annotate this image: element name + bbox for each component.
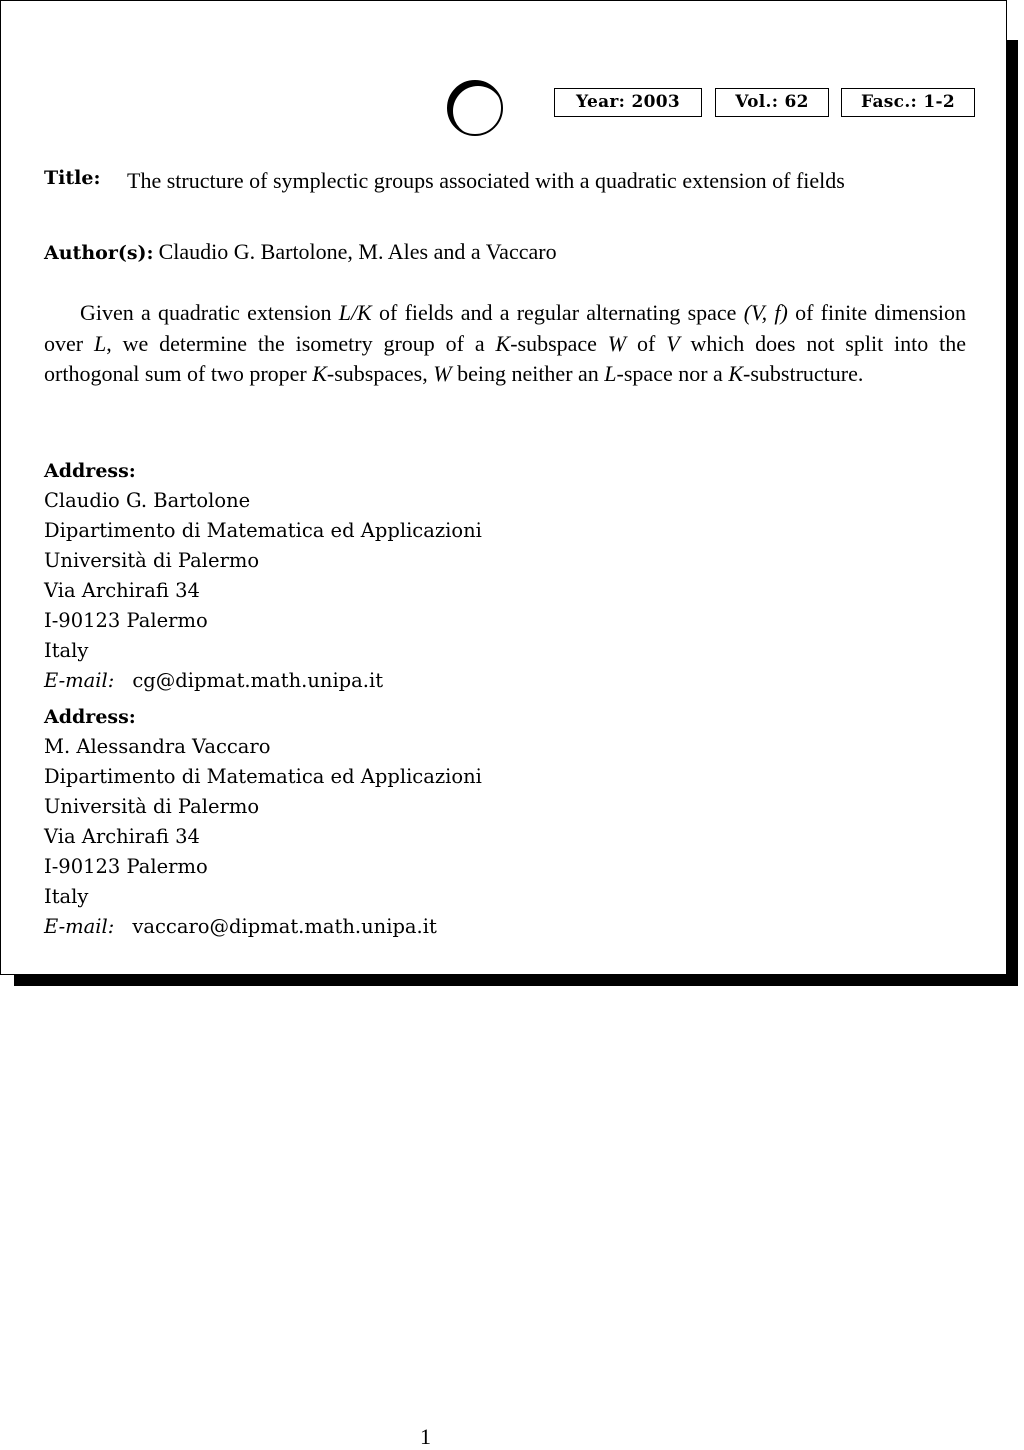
- email-row: [44, 912, 482, 942]
- address-line: Italy: [44, 885, 89, 908]
- address-block: [44, 702, 482, 942]
- email-label: E-mail:: [44, 669, 115, 692]
- year-badge: Year: 2003: [554, 88, 702, 117]
- volume-badge: Vol.: 62: [715, 88, 829, 117]
- email-label: E-mail:: [44, 915, 115, 938]
- address-line: M. Alessandra Vaccaro: [44, 735, 271, 758]
- authors-label: Author(s):: [44, 242, 154, 264]
- address-label: Address:: [44, 460, 136, 482]
- address-line: Università di Palermo: [44, 795, 260, 818]
- address-line: Via Archirafi 34: [44, 825, 200, 848]
- address-label: Address:: [44, 706, 136, 728]
- abstract: Given a quadratic extension L/K of fields and a regular alternating space (V, f) of finite dimension over L, we determine the isometry group of a K-subspace W of V which does not split into the orthogonal sum of two proper K-subspaces, W being neither an L-space nor a K-substructure.: [44, 300, 967, 386]
- address-line: I-90123 Palermo: [44, 609, 208, 632]
- address-line: Claudio G. Bartolone: [44, 489, 251, 512]
- authors-row: [44, 237, 557, 269]
- email-address[interactable]: vaccaro@dipmat.math.unipa.it: [132, 915, 437, 938]
- address-line: Via Archirafi 34: [44, 579, 200, 602]
- address-line: Italy: [44, 639, 89, 662]
- address-line: Università di Palermo: [44, 549, 260, 572]
- email-row: [44, 666, 482, 696]
- authors-text: Claudio G. Bartolone, M. Ales and a Vaccaro: [158, 239, 557, 264]
- address-line: I-90123 Palermo: [44, 855, 208, 878]
- address-line: Dipartimento di Matematica ed Applicazioni: [44, 519, 482, 542]
- email-address[interactable]: cg@dipmat.math.unipa.it: [132, 669, 384, 692]
- address-line: Dipartimento di Matematica ed Applicazioni: [44, 765, 482, 788]
- title-label: Title:: [44, 167, 101, 189]
- fascicle-badge: Fasc.: 1-2: [841, 88, 975, 117]
- address-block: [44, 456, 482, 696]
- page-number: 1: [420, 1424, 431, 1449]
- crescent-circle-logo-icon: [446, 79, 504, 137]
- article-title: The structure of symplectic groups associated with a quadratic extension of fields: [127, 168, 845, 193]
